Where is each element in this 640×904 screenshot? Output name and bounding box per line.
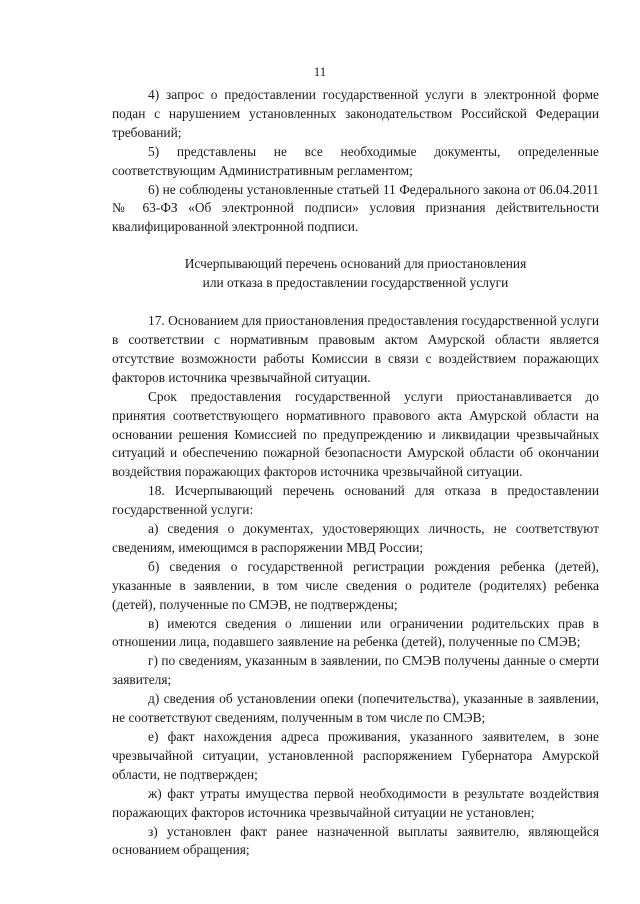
- refusal-ground-z: з) установлен факт ранее назначенной выплаты заявителю, являющейся основанием обращения;: [112, 823, 599, 858]
- paragraph-item-4: 4) запрос о предоставлении государственной услуги в электронной форме подан с нарушением установленных законодательством Российской Федерации требований;: [112, 87, 599, 140]
- refusal-ground-v: в) имеются сведения о лишении или ограничении родительских прав в отношении лица, подавшего заявление на ребенка (детей), полученные по СМЭВ;: [112, 615, 599, 650]
- paragraph-18: 18. Исчерпывающий перечень оснований для отказа в предоставлении государственной услуги:: [112, 483, 599, 518]
- section-heading-line-1: Исчерпывающий перечень оснований для приостановления: [184, 256, 527, 272]
- section-heading-line-2: или отказа в предоставлении государственной услуги: [202, 275, 509, 291]
- paragraph-item-6: 6) не соблюдены установленные статьей 11 Федерального закона от 06.04.2011 № 63-ФЗ «Об электронной подписи» условия признания действительности квалифицированной электронной подписи.: [112, 181, 599, 235]
- refusal-ground-g: г) по сведениям, указанным в заявлении, по СМЭВ получены данные о смерти заявителя;: [112, 653, 599, 688]
- refusal-ground-d: д) сведения об установлении опеки (попечительства), указанные в заявлении, не соответствуют сведениям, полученным в том числе по СМЭВ;: [112, 691, 599, 726]
- refusal-ground-e: е) факт нахождения адреса проживания, указанного заявителем, в зоне чрезвычайной ситуации, установленной распоряжением Губернатора Амурской области, не подтвержден;: [112, 729, 599, 782]
- refusal-ground-b: б) сведения о государственной регистрации рождения ребенка (детей), указанные в заявлении, в том числе сведения о родителе (родителях) ребенка (детей), полученные по СМЭВ, не подтверждены;: [112, 558, 599, 612]
- document-body: [112, 86, 599, 860]
- paragraph-17: 17. Основанием для приостановления предоставления государственной услуги в соответствии с нормативным правовым актом Амурской области является отсутствие возможности работы Комиссии в связи с воздействием поражающих факторов источника чрезвычайной ситуации.: [112, 313, 599, 385]
- page-number: 11: [313, 64, 327, 79]
- section-heading: [112, 255, 599, 293]
- paragraph-suspension-term: Срок предоставления государственной услуги приостанавливается до принятия соответствующего нормативного правового акта Амурской области на основании решения Комиссией по предупреждению и ликвидации чрезвычайных ситуаций и обеспечению пожарной безопасности Амурской области об окончании воздействия поражающих факторов источника чрезвычайной ситуации.: [112, 388, 599, 480]
- refusal-ground-zh: ж) факт утраты имущества первой необходимости в результате воздействия поражающих факторов источника чрезвычайной ситуации не установлен;: [112, 785, 599, 820]
- paragraph-item-5: 5) представлены не все необходимые документы, определенные соответствующим Административным регламентом;: [112, 143, 599, 178]
- refusal-ground-a: а) сведения о документах, удостоверяющих личность, не соответствуют сведениям, имеющимся в распоряжении МВД России;: [112, 521, 599, 555]
